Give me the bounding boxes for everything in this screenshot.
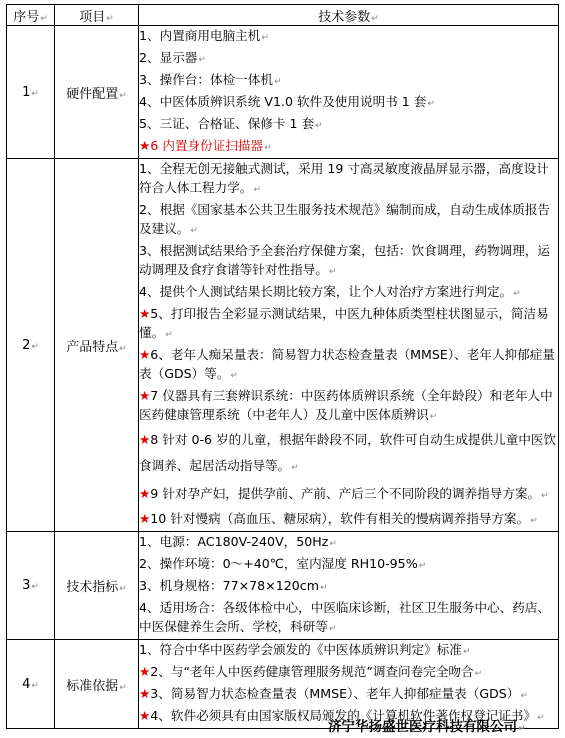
paragraph-mark-icon: ↵: [328, 267, 337, 277]
paragraph-mark-icon: ↵: [541, 491, 549, 501]
param-line: [139, 554, 558, 576]
paragraph-mark-icon: ↵: [429, 412, 438, 422]
param-line: [139, 576, 558, 598]
row-category: 产品特点↵: [55, 159, 139, 532]
param-line: [139, 200, 558, 241]
star-icon: ★: [139, 138, 151, 153]
param-line: [139, 70, 558, 92]
paragraph-mark-icon: ↵: [537, 713, 545, 723]
row-number: 3↵: [7, 532, 55, 640]
param-text: 9 针对孕产妇，提供孕前、产前、产后三个不同阶段的调养指导方案。: [150, 486, 541, 501]
param-line: [139, 241, 558, 282]
paragraph-mark-icon: ↵: [418, 561, 427, 571]
param-text: 4、提供个人测试结果长期比较方案，让个人对治疗方案进行判定。: [139, 284, 513, 299]
star-icon: ★: [139, 686, 151, 701]
row-params: [139, 159, 559, 532]
param-text: 7 仪器具有三套辨识系统：中医药体质辨识系统（全年龄段）和老年人中医药健康管理系统（中老年人）及儿童中医体质辨识: [139, 388, 553, 422]
param-text: 1、电源：AC180V-240V，50Hz: [139, 534, 329, 549]
row-number: 4↵: [7, 640, 55, 729]
header-no: 序号↵: [7, 5, 55, 26]
paragraph-mark-icon: ↵: [264, 143, 272, 153]
paragraph-mark-icon: ↵: [190, 226, 198, 236]
param-line: [139, 304, 558, 345]
paragraph-mark-icon: ↵: [427, 99, 435, 109]
paragraph-mark-icon: ↵: [329, 539, 337, 549]
param-line: [139, 386, 558, 427]
param-line: [139, 345, 558, 386]
param-text: 4、适用场合：各级体检中心，中医临床诊断，社区卫生服务中心、药店、中医保健养生会所、学校，科研等: [139, 600, 551, 634]
star-icon: ★: [139, 486, 151, 501]
star-icon: ★: [139, 432, 151, 447]
spec-row: [7, 532, 559, 640]
star-icon: ★: [139, 664, 151, 679]
param-text: 2、与“老年人中医药健康管理服务规范”调查问卷完全吻合: [150, 664, 474, 679]
param-text: 5、三证、合格证、保修卡 1 套: [139, 116, 315, 131]
row-params: [139, 532, 559, 640]
param-line: [139, 509, 558, 531]
star-icon: ★: [139, 388, 151, 403]
param-text: 4、中医体质辨识系统 V1.0 软件及使用说明书 1 套: [139, 94, 427, 109]
param-line: [139, 92, 558, 114]
param-line: [139, 136, 558, 158]
param-text: 3、简易智力状态检查量表（MMSE）、老年人抑郁症量表（GDS）: [150, 686, 520, 701]
param-text: 5、打印报告全彩显示测试结果，中医九种体质类型柱状图显示，简洁易懂。: [139, 306, 549, 340]
param-text: 1、符合中华中医药学会颁发的《中医体质辨识判定》标准: [139, 642, 462, 657]
param-line: [139, 684, 558, 706]
paragraph-mark-icon: ↵: [530, 516, 538, 526]
param-line: [139, 640, 558, 662]
row-category: 硬件配置↵: [55, 26, 139, 159]
param-text: 4、软件必须具有由国家版权局颁发的《计算机软件著作权登记证书》: [150, 708, 537, 723]
param-text: 2、根据《国家基本公共卫生服务技术规范》编制而成，自动生成体质报告及建议。: [139, 202, 551, 236]
param-line: [139, 26, 558, 48]
header-row: [7, 5, 559, 26]
row-params: [139, 26, 559, 159]
paragraph-mark-icon: ↵: [474, 669, 483, 679]
paragraph-mark-icon: ↵: [198, 55, 206, 65]
star-icon: ★: [139, 347, 151, 362]
star-icon: ★: [139, 511, 151, 526]
param-text: 6、老年人痴呆量表：简易智力状态检查量表（MMSE）、老年人抑郁症量表（GDS）等。: [139, 347, 555, 381]
row-category: 技术指标↵: [55, 532, 139, 640]
param-text: 2、操作环境：0～+40℃，室内湿度 RH10-95%: [139, 556, 418, 571]
paragraph-mark-icon: ↵: [462, 647, 471, 657]
paragraph-mark-icon: ↵: [319, 583, 328, 593]
param-line: [139, 598, 558, 639]
param-text: 8 针对 0-6 岁的儿童，根据年龄段不同，软件可自动生成提供儿童中医饮食调养、起居活动指导等。: [139, 432, 557, 473]
spec-table: [6, 4, 559, 729]
paragraph-mark-icon: ↵: [253, 185, 261, 195]
param-line: [139, 427, 558, 481]
param-text: 10 针对慢病（高血压、糖尿病），软件有相关的慢病调养指导方案。: [150, 511, 530, 526]
star-icon: ★: [139, 306, 151, 321]
param-text: 6 内置身份证扫描器: [150, 138, 264, 153]
star-icon: ★: [139, 708, 151, 723]
param-text: 3、操作台：体检一体机: [139, 72, 273, 87]
param-text: 1、内置商用电脑主机: [139, 28, 261, 43]
header-params: 技术参数↵: [139, 5, 559, 26]
param-line: [139, 114, 558, 136]
row-category: 标准依据↵: [55, 640, 139, 729]
paragraph-mark-icon: ↵: [291, 463, 299, 473]
param-line: [139, 481, 558, 509]
paragraph-mark-icon: ↵: [315, 121, 323, 131]
paragraph-mark-icon: ↵: [328, 624, 337, 634]
param-line: [139, 282, 558, 304]
param-text: 2、显示器: [139, 50, 198, 65]
paragraph-mark-icon: ↵: [273, 77, 282, 87]
param-text: 1、全程无创无接触式测试，采用 19 寸高灵敏度液晶屏显示器，高度设计符合人体工程力学。: [139, 161, 549, 195]
paragraph-mark-icon: ↵: [261, 33, 269, 43]
paragraph-mark-icon: ↵: [230, 371, 238, 381]
param-text: 3、根据测试结果给予全套治疗保健方案，包括：饮食调理，药物调理，运动调理及食疗食谱等针对性指导。: [139, 243, 551, 277]
row-number: 1↵: [7, 26, 55, 159]
param-line: [139, 159, 558, 200]
row-number: 2↵: [7, 159, 55, 532]
paragraph-mark-icon: ↵: [513, 289, 521, 299]
spec-row: [7, 26, 559, 159]
spec-row: [7, 159, 559, 532]
param-line: [139, 48, 558, 70]
param-line: [139, 662, 558, 684]
company-footer: 济宁华扬盛世医疗科技有限公司↵: [328, 719, 526, 735]
param-line: [139, 532, 558, 554]
header-item: 项目↵: [55, 5, 139, 26]
paragraph-mark-icon: ↵: [520, 691, 528, 701]
param-text: 3、机身规格：77×78×120cm: [139, 578, 319, 593]
paragraph-mark-icon: ↵: [165, 330, 173, 340]
